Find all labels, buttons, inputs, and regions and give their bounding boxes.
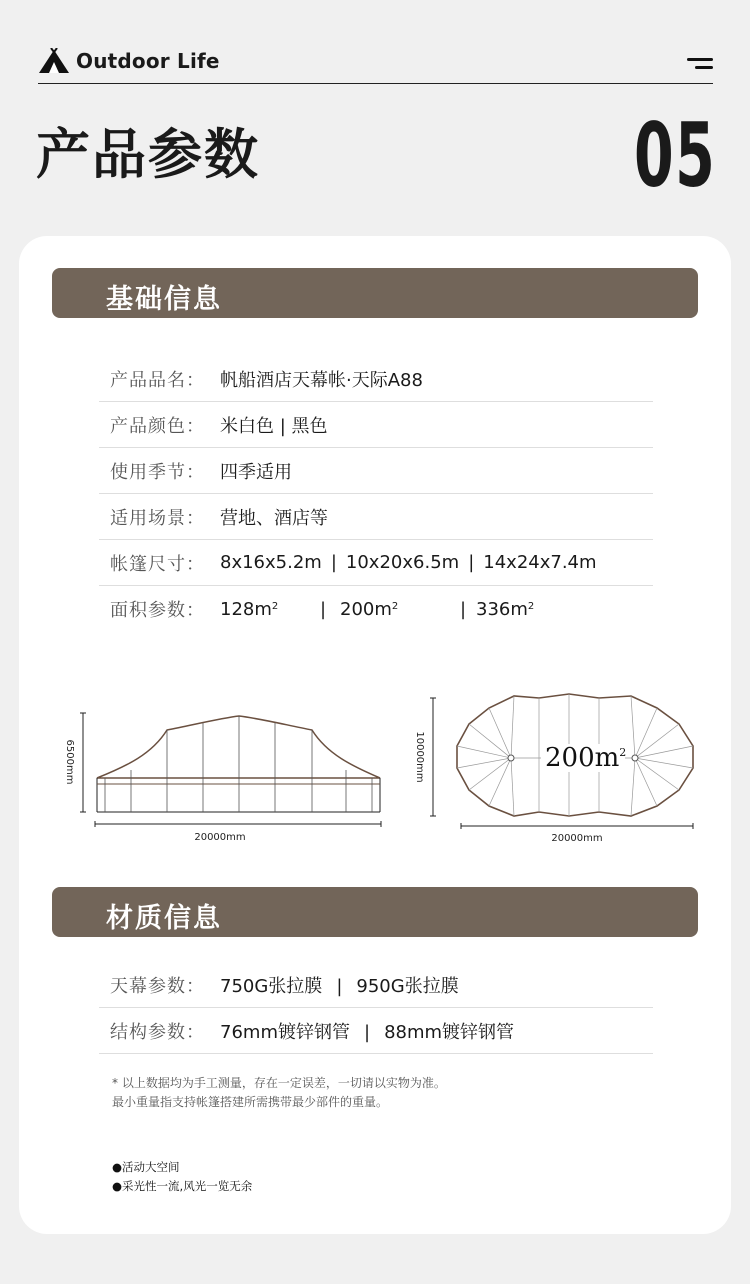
- table-row: [99, 540, 653, 586]
- content-card: [19, 236, 731, 1234]
- row-label: 适用场景：: [110, 507, 205, 529]
- row-label: 天幕参数：: [110, 975, 205, 997]
- tent-icon: [38, 48, 70, 74]
- brand-name: Outdoor Life: [76, 49, 220, 73]
- brand-logo[interactable]: [38, 48, 220, 74]
- size-value: 14x24x7.4m: [483, 552, 597, 573]
- svg-text:200m2: $200m^2$: [545, 743, 627, 773]
- basic-info-table: [99, 356, 653, 632]
- material-value: 750G张拉膜: [220, 975, 323, 997]
- size-value: 8x16x5.2m: [220, 552, 322, 573]
- table-row: [99, 586, 653, 632]
- row-value: 米白色 | 黑色: [220, 415, 328, 437]
- row-label: 使用季节：: [110, 461, 205, 483]
- page-number: 05: [633, 104, 716, 207]
- table-row: [99, 448, 653, 494]
- material-value: 88mm镀锌钢管: [384, 1021, 515, 1043]
- tent-top-diagram: [409, 686, 709, 846]
- page-title: 产品参数: [36, 123, 260, 186]
- menu-icon[interactable]: [687, 58, 713, 72]
- row-value: 8x16x5.2m | 10x20x6.5m | 14x24x7.4m: [220, 552, 597, 573]
- material-value: 76mm镀锌钢管: [220, 1021, 350, 1043]
- row-label: 面积参数：: [110, 600, 205, 621]
- feature-list: [112, 1158, 252, 1196]
- tent-side-diagram: [57, 706, 387, 846]
- row-value: 营地、酒店等: [220, 507, 328, 529]
- section-title: 基础信息: [106, 284, 222, 315]
- list-item: ●采光性一流,风光一览无余: [112, 1179, 253, 1193]
- table-row: [99, 402, 653, 448]
- row-value: 76mm镀锌钢管 | 88mm镀锌钢管: [220, 1021, 515, 1043]
- row-label: 帐篷尺寸：: [110, 553, 205, 575]
- area-label: 200m: [545, 743, 620, 773]
- height-dimension-label: 6500mm: [64, 739, 75, 785]
- top-header: [38, 48, 713, 84]
- width-dimension-label: 20000mm: [194, 832, 246, 843]
- material-info-table: [99, 962, 653, 1054]
- footnote: [112, 1074, 446, 1112]
- row-value: 750G张拉膜 | 950G张拉膜: [220, 975, 459, 997]
- material-value: 950G张拉膜: [356, 975, 459, 997]
- section-header-material: [52, 887, 698, 937]
- height-dimension-label: 10000mm: [414, 731, 425, 783]
- footnote-line: * 以上数据均为手工测量，存在一定误差，一切请以实物为准。: [112, 1076, 446, 1090]
- area-value: 200m: [340, 598, 392, 620]
- table-row: [99, 494, 653, 540]
- row-label: 产品颜色：: [110, 415, 205, 437]
- size-value: 10x20x6.5m: [345, 552, 460, 573]
- row-label: 结构参数：: [110, 1021, 205, 1043]
- section-header-basic: [52, 268, 698, 318]
- row-value: 帆船酒店天幕帐·天际A88: [220, 369, 423, 391]
- list-item: ●活动大空间: [112, 1160, 180, 1174]
- table-row: [99, 356, 653, 402]
- area-value: 336m: [476, 598, 528, 620]
- section-title: 材质信息: [106, 903, 222, 934]
- table-row: [99, 962, 653, 1008]
- width-dimension-label: 20000mm: [551, 833, 603, 844]
- row-value: 四季适用: [220, 461, 292, 483]
- row-value: $128m^2$ | $200m^2$ | $336m^2$: [220, 598, 535, 620]
- area-value: 128m: [220, 598, 272, 620]
- row-label: 产品品名：: [110, 369, 205, 391]
- table-row: [99, 1008, 653, 1054]
- footnote-line: 最小重量指支持帐篷搭建所需携带最少部件的重量。: [112, 1095, 389, 1109]
